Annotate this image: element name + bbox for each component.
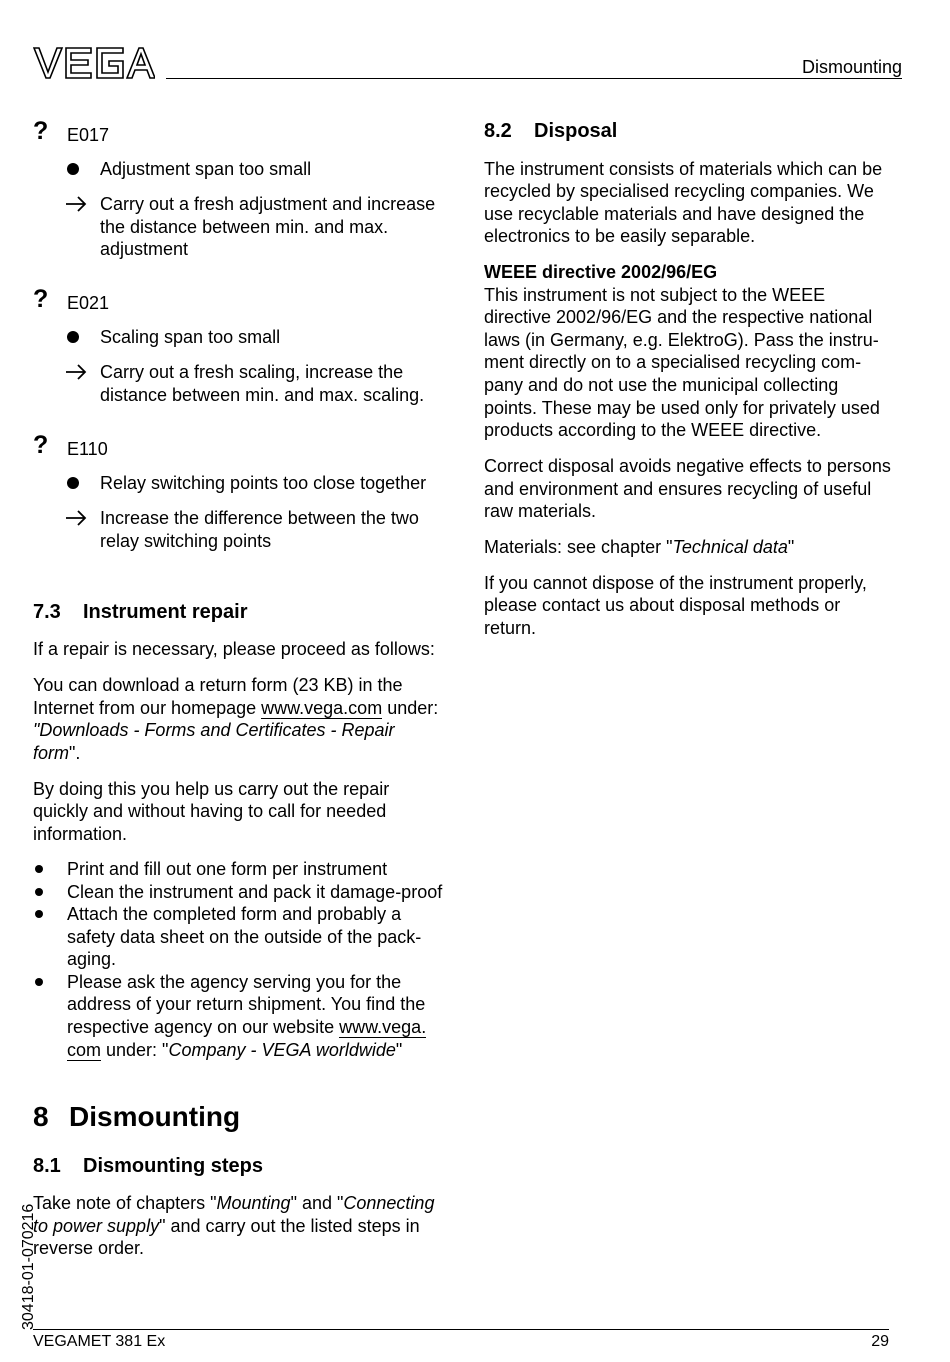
chapter-heading-dismounting [33, 1101, 240, 1133]
download-line [33, 697, 438, 720]
fault-remedy-line: the distance between min. and max. [100, 217, 389, 237]
chapter-number: 8 [33, 1101, 49, 1132]
download-path-line: "Downloads - Forms and Certificates - Repair [33, 720, 395, 740]
weee-line: laws (in Germany, e.g. ElektroG). Pass the instru- [484, 330, 879, 350]
fault-remedy-line: Carry out a fresh scaling, increase the [100, 362, 404, 382]
arrow-right-icon [65, 196, 87, 212]
download-path-line [33, 742, 80, 765]
text: Connecting [343, 1193, 435, 1213]
question-mark-icon: ? [33, 117, 49, 145]
list-item: address of your return shipment. You find the [67, 994, 426, 1014]
fault-remedy-line: adjustment [100, 239, 189, 259]
vega-website-link-continued[interactable]: com [67, 1040, 102, 1060]
text: " [787, 537, 795, 557]
section-title: Instrument repair [83, 601, 248, 623]
text: ". [69, 743, 81, 763]
weee-line: directive 2002/96/EG and the respective national [484, 307, 873, 327]
weee-line: pany and do not use the municipal collecting [484, 375, 839, 395]
fault-cause: Relay switching points too close together [100, 473, 427, 493]
arrow-right-icon [65, 510, 87, 526]
text: under: " [101, 1040, 169, 1060]
fault-remedy-line: Carry out a fresh adjustment and increase [100, 194, 436, 214]
disposal-line: raw materials. [484, 501, 597, 521]
section-number: 7.3 [33, 601, 61, 623]
fault-code: E110 [67, 439, 108, 459]
disposal-line: recycled by specialised recycling companies. We [484, 181, 874, 201]
question-mark-icon: ? [33, 431, 49, 459]
disposal-line: electronics to be easily separable. [484, 226, 756, 246]
text: Internet from our homepage [33, 698, 262, 718]
footer-product: VEGAMET 381 Ex [33, 1333, 166, 1350]
disposal-line: please contact us about disposal methods or [484, 595, 841, 615]
weee-line: This instrument is not subject to the WEEE [484, 285, 826, 305]
section-heading-disposal [484, 119, 617, 143]
bullet-dot-icon [67, 163, 79, 175]
list-item: Attach the completed form and probably a [67, 904, 402, 924]
help-line: By doing this you help us carry out the repair [33, 779, 390, 799]
fault-code: E017 [67, 125, 110, 145]
text: Technical data [672, 537, 788, 557]
steps-line [33, 1215, 420, 1238]
list-item: Print and fill out one form per instrument [67, 859, 388, 879]
list-item [67, 1039, 402, 1062]
footer-rule [33, 1329, 889, 1330]
bullet-icon [35, 910, 43, 918]
bullet-dot-icon [67, 477, 79, 489]
fault-cause: Adjustment span too small [100, 159, 312, 179]
steps-line: reverse order. [33, 1238, 145, 1258]
steps-line [33, 1192, 434, 1215]
arrow-right-icon [65, 364, 87, 380]
list-item: aging. [67, 949, 117, 969]
materials-line [484, 536, 794, 559]
header-section-title: Dismounting [801, 57, 902, 77]
fault-code: E021 [67, 293, 110, 313]
document-number: 30418-01-070216 [20, 1203, 37, 1330]
section-number: 8.1 [33, 1155, 61, 1177]
text: Materials: see chapter " [484, 537, 673, 557]
text: under: [382, 698, 439, 718]
text: " [395, 1040, 403, 1060]
list-item: Please ask the agency serving you for the [67, 972, 402, 992]
text: Company - VEGA worldwide [168, 1040, 396, 1060]
text: Mounting [216, 1193, 291, 1213]
fault-remedy-line: distance between min. and max. scaling. [100, 385, 425, 405]
disposal-line: use recyclable materials and have designed the [484, 204, 865, 224]
disposal-line: and environment and ensures recycling of useful [484, 479, 872, 499]
section-title: Disposal [534, 120, 618, 142]
weee-line: products according to the WEEE directive. [484, 420, 822, 440]
text: respective agency on our website [67, 1017, 340, 1037]
fault-remedy-line: Increase the difference between the two [100, 508, 419, 528]
bullet-dot-icon [67, 331, 79, 343]
fault-cause: Scaling span too small [100, 327, 281, 347]
text: form [33, 743, 69, 763]
header-rule [166, 78, 902, 79]
section-number: 8.2 [484, 120, 512, 142]
disposal-line: If you cannot dispose of the instrument properly, [484, 573, 867, 593]
help-line: information. [33, 824, 128, 844]
list-item: Clean the instrument and pack it damage-proof [67, 882, 443, 902]
weee-line: points. These may be used only for privately used [484, 398, 880, 418]
text: " and carry out the listed steps in [159, 1216, 420, 1236]
text: " and " [290, 1193, 344, 1213]
text: Take note of chapters " [33, 1193, 217, 1213]
vega-logo [33, 46, 155, 80]
weee-line: ment directly on to a specialised recycling com- [484, 352, 862, 372]
list-item: safety data sheet on the outside of the pack- [67, 927, 422, 947]
repair-intro: If a repair is necessary, please proceed as follows: [33, 639, 435, 659]
text: to power supply [33, 1216, 160, 1236]
vega-website-link[interactable]: www.vega. [339, 1017, 427, 1037]
list-item [67, 1016, 426, 1039]
disposal-line: return. [484, 618, 537, 638]
chapter-title: Dismounting [69, 1101, 241, 1132]
vega-homepage-link[interactable]: www.vega.com [261, 698, 383, 718]
bullet-icon [35, 888, 43, 896]
section-heading-instrument-repair [33, 600, 247, 624]
question-mark-icon: ? [33, 285, 49, 313]
weee-heading: WEEE directive 2002/96/EG [484, 262, 718, 282]
page-number: 29 [871, 1333, 889, 1350]
disposal-line: Correct disposal avoids negative effects to persons [484, 456, 891, 476]
bullet-icon [35, 978, 43, 986]
help-line: quickly and without having to call for needed [33, 801, 387, 821]
disposal-line: The instrument consists of materials which can be [484, 159, 883, 179]
section-title: Dismounting steps [83, 1155, 264, 1177]
section-heading-dismounting-steps [33, 1154, 263, 1178]
download-line: You can download a return form (23 KB) in the [33, 675, 403, 695]
bullet-icon [35, 865, 43, 873]
fault-remedy-line: relay switching points [100, 531, 272, 551]
